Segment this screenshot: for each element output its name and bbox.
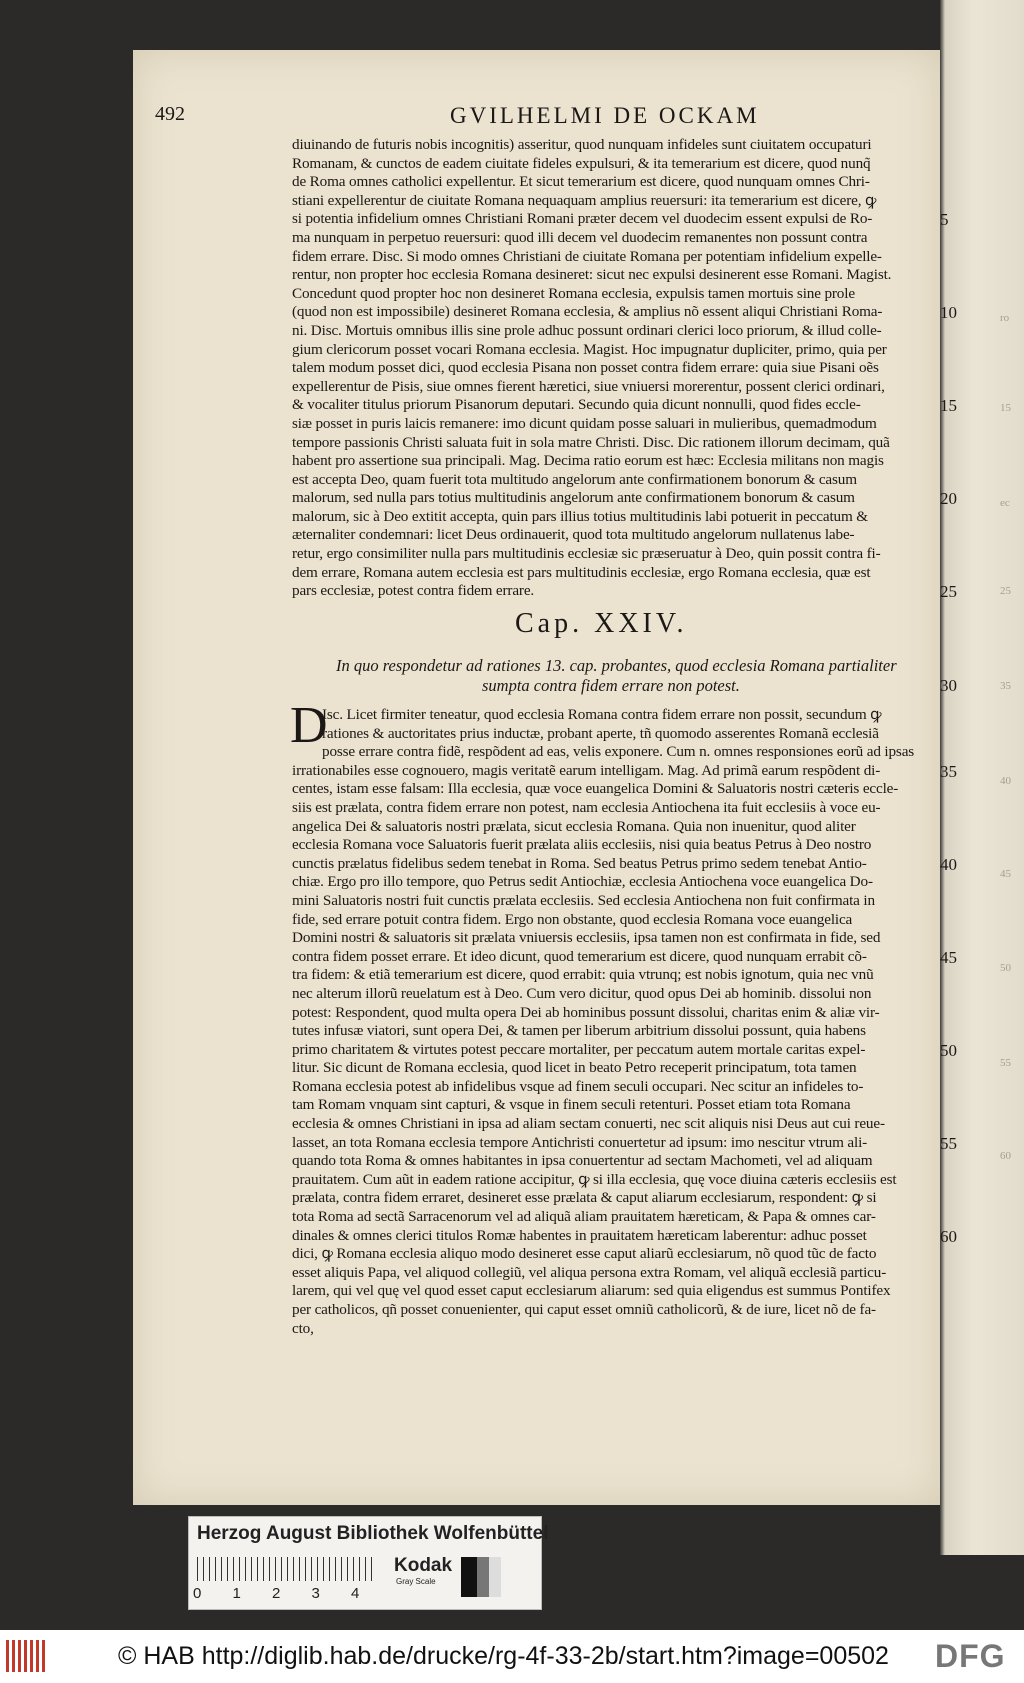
kodak-logo: Kodak	[394, 1555, 453, 1576]
page-number: 492	[155, 103, 185, 125]
text-line: centes, istam esse falsam: Illa ecclesia, quæ voce euangelica Domini & Saluatoris nostri cæteris eccle-	[292, 780, 899, 798]
chapter-heading: Cap. XXIV.	[515, 608, 688, 639]
text-line: larem, qui vel quę vel quod esset caput ecclesiarum aliarum: sed quia eligendus est summus Pontifex	[292, 1282, 891, 1300]
text-line: nec alterum illorũ reuelatum est à Deo. Cum vero dicitur, quod opus Dei ab hominib. dissolui non	[292, 984, 872, 1002]
text-line: ecclesia & omnes Christiani in ipsa ad aliam sectam conuerti, nec scit aliquis nisi Deus aut cui reue-	[292, 1115, 885, 1133]
chapter-subtitle-line-2: sumpta contra fidem errare non potest.	[482, 676, 740, 695]
text-line: tutes infusæ viatori, sunt opera Dei, & tamen per liberum arbitrium dissolui possunt, quia habens	[292, 1022, 866, 1040]
text-line: rentur, non propter hoc ecclesia Romana desineret: sicut nec expulsi desinerent esse Romani. Magist.	[292, 266, 892, 284]
margin-line-number: 55	[940, 1133, 957, 1153]
text-line: angelica Dei & saluatoris nostri prælata, sicut ecclesia Romana. Quia non inuenitur, quod aliter	[292, 817, 856, 835]
text-line: contra fidem posset errare. Et ideo dicunt, quod temerarium est dicere, quod nunquam errabit cõ-	[292, 947, 867, 965]
text-line: siæ posset in puris laicis remanere: imo dicunt quidam posse saluari in mulieribus, quemadmodum	[292, 414, 877, 432]
text-line: talem modum posset dici, quod ecclesia Pisana non posset contra fidem errare: quia siue Pisani oẽs	[292, 359, 879, 377]
gutter-mark: 60	[1000, 1150, 1011, 1162]
margin-line-number: 40	[940, 854, 957, 874]
margin-line-number: 25	[940, 582, 957, 602]
text-line: quando tota Roma & omnes habitantes in ipsa conuertentur ad sectam Machometi, vel ad aliquam	[292, 1152, 873, 1170]
measurement-ruler	[197, 1557, 377, 1581]
gutter-mark: 55	[1000, 1057, 1011, 1069]
text-line: ma nunquam in perpetuo reuersuri: quod illi decem vel duodecim remanentes non possunt contra	[292, 228, 868, 246]
text-line: diuinando de futuris nobis incognitis) asseritur, quod nunquam infideles sunt ciuitatem occupaturi	[292, 136, 872, 153]
margin-line-number: 50	[940, 1040, 957, 1060]
running-title: GVILHELMI DE OCKAM	[450, 103, 760, 128]
text-line: fide, sed errare potuit contra fidem. Ergo non obstante, quod ecclesia Romana voce euangelica	[292, 910, 853, 928]
text-line: siis est prælata, contra fidem errare non potest, nam ecclesia Antiochena ita fuit ecclesiis à voce eu-	[292, 798, 881, 816]
text-line: malorum, sic à Deo extitit accepta, quin pars illius totius multitudinis labi potuerit in peccatum &	[292, 507, 868, 525]
text-line: habent pro assertione sua principali. Mag. Decima ratio eorum est hæc: Ecclesia militans non magis	[292, 452, 884, 470]
text-line: mini Saluatoris nostri fuit cunctis prælata ecclesiis. Sed ecclesia Antiochena non fuit confirmata in	[292, 891, 875, 909]
gray-scale-swatch	[461, 1557, 501, 1597]
text-line: cunctis prælatus fidelibus sedem tenebat in Roma. Sed beatus Petrus primo sedem tenebat Antio-	[292, 854, 867, 872]
text-line: dem errare, Romana autem ecclesia est pars multitudinis ecclesiæ, ergo Romana ecclesia, quæ est	[292, 563, 871, 581]
text-line: prauitatem. Cum aũt in eadem ratione accipitur, ꝙ si illa ecclesia, quę voce diuina cæteris ecclesiis est	[292, 1170, 897, 1188]
text-line: tra fidem: & etiã temerarium est dicere, quod errabit: quia vtrunq; est nobis ignotum, quia nec vnũ	[292, 966, 874, 984]
text-line: æternaliter condemnari: licet Deus ordinauerit, quod tota multitudo angelorum nullatenus labe-	[292, 526, 855, 544]
gutter-mark: ec	[1000, 497, 1010, 509]
text-line: est accepta Deo, quam fuerit tota multitudo angelorum ante confirmationem bonorum & casum	[292, 470, 857, 488]
text-line: retur, ergo consimiliter nulla pars multitudinis ecclesiæ sic præseruatur à Deo, quin possit contra fi-	[292, 545, 881, 563]
text-line: gium clericorum posset vocari Romana ecclesia. Magist. Hoc impugnatur dupliciter, primo, quia per	[292, 340, 887, 358]
text-line: (quod non est impossibile) desineret Romana ecclesia, & amplius nõ essent aliqui Christiani Roma-	[292, 303, 883, 321]
ruler-numbers: 0 1 2 3 4	[193, 1585, 360, 1602]
text-line: ecclesia Romana voce Saluatoris fuerit prælata aliis ecclesiis, nisi quia beatus Petrus à Deo nostro	[292, 836, 872, 854]
footer-url[interactable]: © HAB http://diglib.hab.de/drucke/rg-4f-33-2b/start.htm?image=00502	[118, 1642, 889, 1670]
gutter-mark: 15	[1000, 402, 1011, 414]
text-line: lasset, an tota Romana ecclesia tempore Antichristi conuertetur ad ipsum: imo nescitur vtrum ali-	[292, 1133, 868, 1151]
text-line: esset aliquis Papa, vel aliquod collegiũ, vel aliqua persona extra Romam, vel aliquã ecclesiã particu-	[292, 1263, 887, 1281]
dfg-logo: DFG	[935, 1638, 1006, 1674]
text-line: tempore passionis Christi saluata fuit in sola matre Christi. Disc. Dic rationem illorum decimam, quã	[292, 433, 890, 451]
chapter-subtitle-line-1: In quo respondetur ad rationes 13. cap. probantes, quod ecclesia Romana partialiter	[336, 656, 897, 675]
text-line: irrationabiles esse cognouero, magis veritatẽ earum intelligam. Mag. Ad primã earum respõdent di-	[292, 761, 881, 779]
margin-line-number: 35	[940, 761, 957, 781]
text-line: rationes & auctoritates prius inductæ, probant aperte, tñ quomodo asserentes Romanã ecclesiã	[322, 724, 879, 742]
library-color-label	[188, 1516, 549, 1610]
text-line: Domini nostri & saluatoris sit prælata vniuersis ecclesiis, ipsa tamen non est confirmata in fide, sed	[292, 929, 881, 947]
text-block-bottom	[290, 697, 937, 1338]
margin-number-30: 30	[940, 676, 957, 695]
margin-line-number: 60	[940, 1226, 957, 1246]
margin-line-number: 10	[940, 303, 957, 323]
drop-cap: D	[290, 697, 328, 754]
text-line: tam Romam vnquam sint capturi, & vsque in finem seculi retenturi. Posset etiam tota Romana	[292, 1096, 851, 1114]
margin-line-number: 15	[940, 396, 957, 416]
text-line: tota Roma ad sectã Sarracenorum vel ad aliquã aliam prauitatem hæreticam, & Papa & omnes car-	[292, 1208, 876, 1226]
text-line: dici, ꝙ Romana ecclesia aliquo modo desineret esse caput aliarũ ecclesiarum, nõ quod tũc de facto	[292, 1245, 877, 1263]
text-line: Isc. Licet firmiter teneatur, quod ecclesia Romana contra fidem errare non possit, secundum ꝙ	[322, 706, 882, 723]
text-line: Concedunt quod propter hoc non desineret Romana ecclesia, expulsis tamen mortuis sine prole	[292, 284, 855, 302]
text-block-top	[292, 136, 937, 601]
gutter-mark: 35	[1000, 680, 1011, 692]
margin-line-number: 5	[940, 210, 949, 230]
hab-logo-icon	[6, 1640, 48, 1672]
text-line: expellerentur de Pisis, siue omnes fierent hæretici, siue vniuersi morerentur, possent clerici ordinari,	[292, 377, 885, 395]
gutter-mark: 45	[1000, 868, 1011, 880]
text-line: posse errare contra fidẽ, respõdent ad eas, velis exponere. Cum n. omnes responsiones eorũ ad ipsas	[322, 743, 915, 761]
text-line: si potentia infidelium omnes Christiani Romani præter decem vel duodecim essent expulsi de Ro-	[292, 210, 873, 228]
gray-scale-label: Gray Scale	[396, 1577, 436, 1586]
text-line: potest: Respondent, quod multa opera Dei ab hominibus possunt dissolui, charitas enim & aliæ vir-	[292, 1003, 880, 1021]
margin-line-number: 20	[940, 489, 957, 509]
text-line: fidem errare. Disc. Si modo omnes Christiani de ciuitate Romana per potentiam infidelium expelle-	[292, 247, 882, 265]
gutter-mark: 40	[1000, 775, 1011, 787]
text-line: litur. Sic dicunt de Romana ecclesia, quod licet in beato Petro receperit principatum, tota tamen	[292, 1059, 857, 1077]
footer-bar	[0, 1630, 1024, 1683]
text-line: Romanam, & cunctos de eadem ciuitate fideles expulsuri, & ita temerarium est dicere, quod nunq̃	[292, 154, 871, 172]
text-line: pars ecclesiæ, potest contra fidem errare.	[292, 582, 535, 600]
text-line: malorum, sed nulla pars totius multitudinis angelorum ante confirmationem bonorum & casum	[292, 489, 855, 507]
gutter-mark: 25	[1000, 585, 1011, 597]
text-line: stiani expellerentur de ciuitate Romana nequaquam amplius reuersuri: ita temerarium est dicere, ꝙ	[292, 191, 877, 209]
text-line: chiæ. Ergo pro illo tempore, quo Petrus sedit Antiochiæ, ecclesia Antiochena voce euangelica Do-	[292, 873, 873, 891]
text-line: prælata, contra fidem erraret, desineret esse prælata & caput aliarum ecclesiarum, respondent: ꝙ si	[292, 1189, 877, 1207]
gutter-mark: 50	[1000, 962, 1011, 974]
text-line: per catholicos, qñ posset conuenienter, qui caput esset omniũ catholicorũ, & de iure, licet nõ de fa-	[292, 1301, 876, 1318]
gutter-mark: ro	[1000, 312, 1010, 324]
text-line: dinales & omnes clerici titulos Romæ habentes in prauitatem hæreticam laberentur: adhuc posset	[292, 1226, 867, 1244]
text-line: Romana ecclesia potest ab infidelibus vsque ad finem seculi occupari. Nec scitur an infideles to-	[292, 1077, 864, 1095]
text-line: primo charitatem & virtutes potest peccare mortaliter, per peccatum autem mortale caritas expel-	[292, 1040, 866, 1058]
text-line: ni. Disc. Mortuis omnibus illis sine prole adhuc possunt ordinari clerici loco priorum, & illud colle-	[292, 321, 882, 339]
library-name: Herzog August Bibliothek Wolfenbüttel	[197, 1523, 549, 1544]
margin-line-number: 45	[940, 947, 957, 967]
text-line: de Roma omnes catholici expellentur. Et sicut temerarium est dicere, quod nunquam omnes Chri-	[292, 173, 870, 191]
text-line: cto,	[292, 1319, 314, 1337]
text-line: & vocaliter titulus priorum Pisanorum deputari. Secundo quia dicunt nonnulli, quod fides eccle-	[292, 396, 861, 414]
